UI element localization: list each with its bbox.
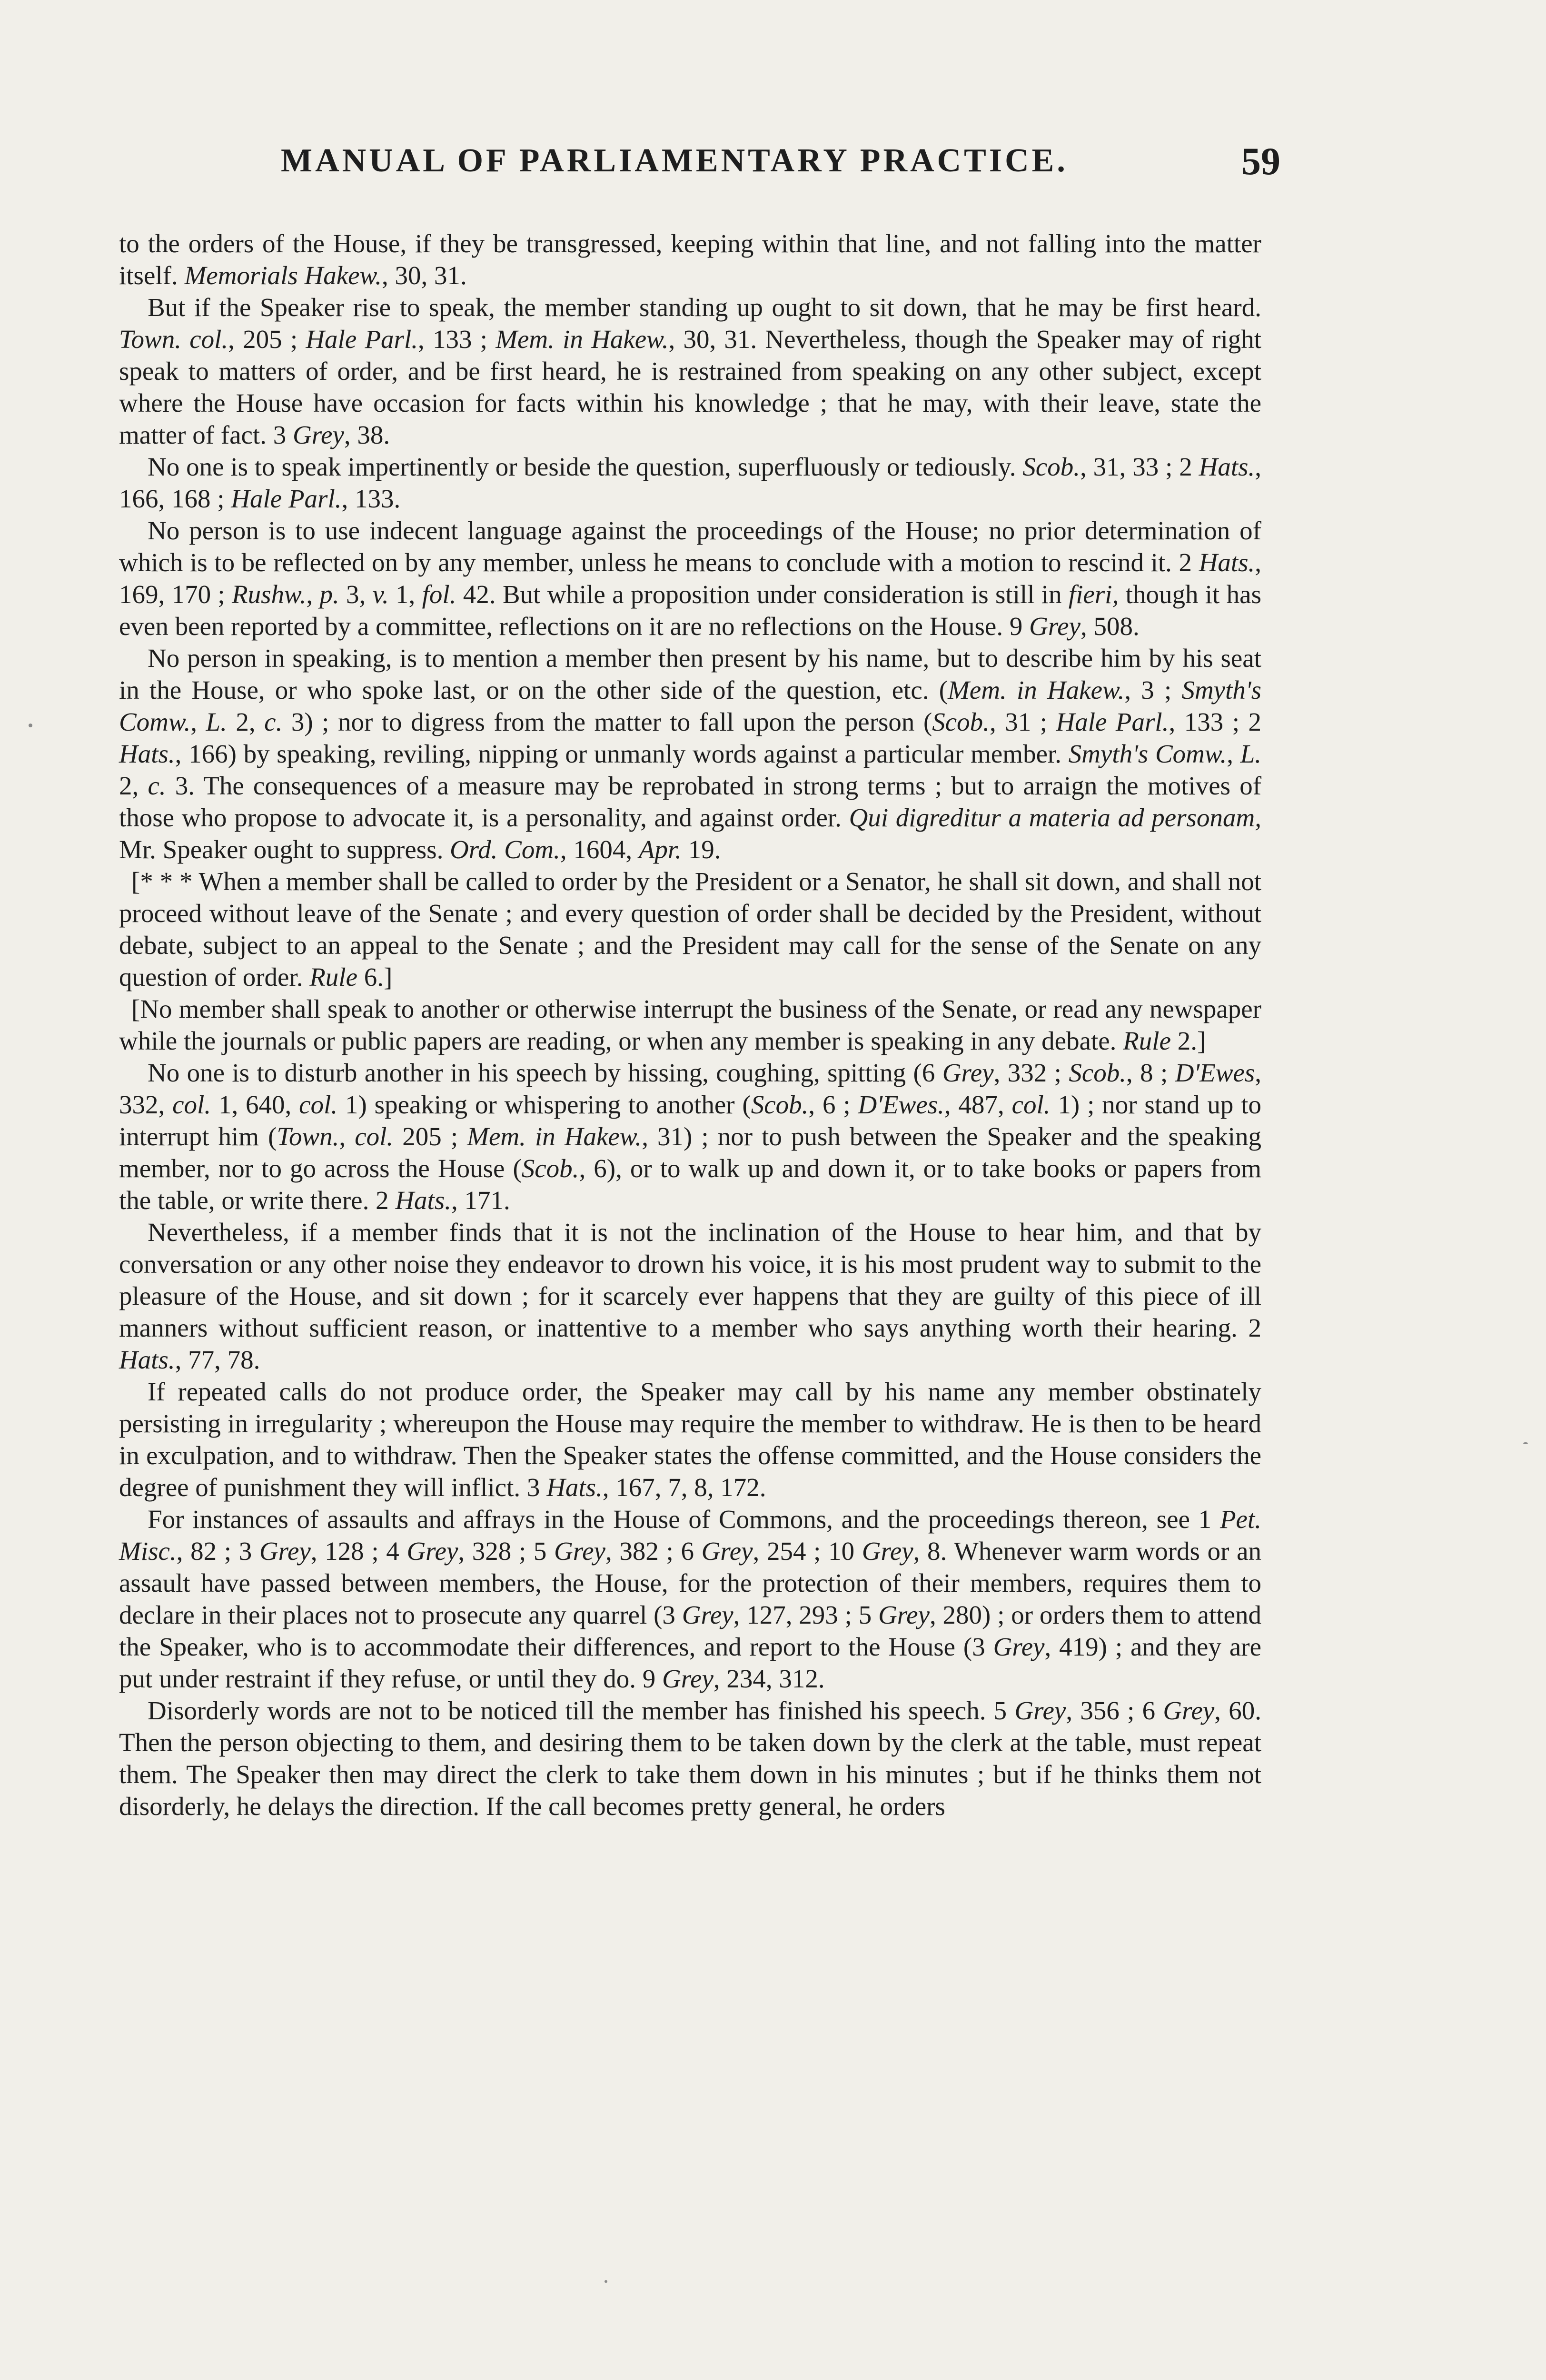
citation: Rule <box>1123 1026 1171 1055</box>
citation: fol. <box>422 580 456 609</box>
paragraph-text: , 6), or to walk up and down it, or to take books or papers from the table, or write there. 2 <box>119 1154 1261 1215</box>
paragraph-p5 <box>119 642 1261 865</box>
paragraph-text: , 205 ; <box>228 325 306 354</box>
citation: Grey <box>259 1537 311 1566</box>
paragraph-text: , 30, 31. <box>381 261 467 290</box>
citation: L. <box>206 707 227 736</box>
citation: Hats. <box>395 1186 451 1215</box>
paragraph-text: , 419) ; and they are put under restraint if they refuse, or until they do. 9 <box>119 1632 1261 1693</box>
scan-speck <box>29 724 32 727</box>
paragraph-text: , 254 ; 10 <box>753 1537 862 1566</box>
citation: Grey <box>406 1537 458 1566</box>
scan-speck <box>1523 1442 1528 1444</box>
citation: Hats. <box>119 739 175 768</box>
paragraph-text: 2, <box>227 707 265 736</box>
citation: Town. col. <box>119 325 228 354</box>
paragraph-text: , 77, 78. <box>175 1345 260 1374</box>
citation: Hats. <box>1199 452 1255 481</box>
paragraph-text: , 127, 293 ; 5 <box>733 1600 879 1629</box>
paragraph-text: , 3 ; <box>1124 675 1182 704</box>
citation: Scob. <box>751 1090 809 1119</box>
paragraph-text: , 133. <box>341 484 401 513</box>
running-head: MANUAL OF PARLIAMENTARY PRACTICE. <box>281 142 1068 179</box>
citation: Smyth's Comw. <box>1068 739 1227 768</box>
paragraph-text: 1, 640, <box>211 1090 299 1119</box>
paragraph-text: No one is to disturb another in his speech by hissing, coughing, spitting (6 <box>148 1058 942 1087</box>
paragraph-text: , <box>306 580 320 609</box>
paragraph-text: 3) ; nor to digress from the matter to fall upon the person ( <box>282 707 932 736</box>
paragraph-text: 1) ; nor stand up to interrupt him ( <box>119 1090 1262 1151</box>
paragraph-p2 <box>119 291 1261 451</box>
paragraph-text: , 1604, <box>560 835 639 864</box>
citation: Grey <box>878 1600 930 1629</box>
citation: Apr. <box>638 835 682 864</box>
scan-speck <box>605 2280 607 2283</box>
citation: Hale Parl. <box>306 325 418 354</box>
citation: fieri, <box>1068 580 1119 609</box>
paragraph-text: But if the Speaker rise to speak, the member standing up ought to sit down, that he may be first heard. <box>148 293 1261 322</box>
paragraph-text: Nevertheless, if a member finds that it is not the inclination of the House to hear him, and that by conversation or any other noise they endeavor to drown his voice, it is his most prudent way to submit to the pleasure of the House, and sit down ; for it scarcely ever happens that they are guilty of this piece of ill manners without sufficient reason, or inattentive to a member who says anything worth their hearing. 2 <box>119 1218 1261 1342</box>
citation: Grey <box>292 420 344 449</box>
citation: c. <box>148 771 166 800</box>
citation: Scob. <box>1069 1058 1126 1087</box>
paragraph-text: 1) speaking or whispering to another ( <box>337 1090 751 1119</box>
paragraph-text: , 133 ; 2 <box>1169 707 1262 736</box>
paragraph-p3 <box>119 451 1261 515</box>
citation: Grey <box>662 1664 714 1693</box>
citation: Rule <box>309 962 357 992</box>
citation: Hale Parl. <box>231 484 342 513</box>
citation: Mem. in Hakew. <box>496 325 669 354</box>
paragraph-text: , 128 ; 4 <box>310 1537 407 1566</box>
paragraph-text: , 60. Then the person objecting to them, and desiring them to be taken down by the clerk at the table, must repeat them. The Speaker then may direct the clerk to take them down in his minutes ; but if he thinks them not disorderly, he delays the direction. If the call becomes pretty general, he orders <box>119 1696 1262 1821</box>
paragraph-text: , 31 ; <box>989 707 1056 736</box>
citation: col. <box>355 1122 394 1151</box>
paragraph-text: No one is to speak impertinently or beside the question, superfluously or tediously. <box>148 452 1023 481</box>
paragraph-text: , 234, 312. <box>713 1664 825 1693</box>
paragraph-text: 2, <box>119 771 148 800</box>
paragraph-text: Mr. Speaker ought to suppress. <box>119 835 450 864</box>
citation: Hats. <box>1199 548 1255 577</box>
paragraph-text: If repeated calls do not produce order, the Speaker may call by his name any member obstinately persisting in irregularity ; whereupon the House may require the member to withdraw. He is then to be heard in exculpation, and to withdraw. Then the Speaker states the offense committed, and the House considers the degree of punishment they will inflict. 3 <box>119 1377 1261 1502</box>
paragraph-text: , 6 ; <box>808 1090 858 1119</box>
citation: Grey <box>862 1537 913 1566</box>
paragraph-text: , 31) ; nor to push between the Speaker and the speaking member, nor to go across the House ( <box>119 1122 1261 1183</box>
citation: Hale Parl. <box>1056 707 1169 736</box>
citation: Grey <box>554 1537 605 1566</box>
paragraph-text: , 82 ; 3 <box>176 1537 259 1566</box>
paragraph-text: , 166, 168 ; <box>119 452 1261 513</box>
page-number: 59 <box>1241 139 1280 183</box>
paragraph-p8 <box>119 1057 1261 1216</box>
citation: v. <box>372 580 389 609</box>
citation: Scob. <box>932 707 990 736</box>
paragraph-text: though it has even been reported by a committee, reflections on it are no reflections on the House. 9 <box>119 580 1261 641</box>
paragraph-text: 205 ; <box>393 1122 467 1151</box>
paragraph-text: Disorderly words are not to be noticed till the member has finished his speech. 5 <box>148 1696 1015 1725</box>
paragraph-text: , 31, 33 ; 2 <box>1080 452 1199 481</box>
paragraph-text: 1, <box>388 580 422 609</box>
paragraph-text: , 167, 7, 8, 172. <box>602 1473 766 1502</box>
body-text <box>119 228 1261 1822</box>
paragraph-p4 <box>119 515 1261 642</box>
paragraph-text: , 8. Whenever warm words or an assault have passed between members, the House, for the protection of their members, requires them to declare in their places not to prosecute any quarrel (3 <box>119 1537 1261 1629</box>
paragraph-text: , <box>1227 739 1240 768</box>
paragraph-text: For instances of assaults and affrays in the House of Commons, and the proceedings thereon, see 1 <box>148 1505 1220 1534</box>
paragraph-text: [* * * When a member shall be called to order by the President or a Senator, he shall sit down, and shall not proceed without leave of the Senate ; and every question of order shall be decided by the President, without debate, subject to an appeal to the Senate ; and the President may call for the sense of the Senate on any question of order. <box>119 867 1261 992</box>
citation: D'Ewes <box>1175 1058 1255 1087</box>
citation: col. <box>172 1090 211 1119</box>
paragraph-text: , 169, 170 ; <box>119 548 1261 609</box>
paragraph-text: , 8 ; <box>1126 1058 1175 1087</box>
paragraph-p12 <box>119 1695 1261 1822</box>
paragraph-text: , <box>339 1122 355 1151</box>
paragraph-text: No person in speaking, is to mention a member then present by his name, but to describe him by his seat in the House, or who spoke last, or on the other side of the question, etc. ( <box>119 644 1261 704</box>
paragraph-text: , 166) by speaking, reviling, nipping or unmanly words against a particular member. <box>175 739 1069 768</box>
citation: Grey <box>682 1600 733 1629</box>
paragraph-text: , 38. <box>344 420 390 449</box>
citation: D'Ewes. <box>858 1090 944 1119</box>
citation: Mem. in Hakew. <box>467 1122 642 1151</box>
citation: col. <box>1011 1090 1050 1119</box>
page-header <box>119 139 1280 194</box>
paragraph-text: 3, <box>339 580 373 609</box>
citation: Grey <box>1163 1696 1215 1725</box>
paragraph-text: 19. <box>681 835 721 864</box>
citation: Town. <box>277 1122 339 1151</box>
citation: Hats. <box>546 1473 603 1502</box>
citation: Qui digreditur a materia ad personam, <box>849 803 1261 832</box>
paragraph-text: 2.] <box>1170 1026 1206 1055</box>
citation: Rushw. <box>232 580 307 609</box>
citation: Scob. <box>521 1154 579 1183</box>
paragraph-text: , 133 ; <box>418 325 496 354</box>
paragraph-p6 <box>119 865 1261 993</box>
citation: Grey <box>1029 612 1080 641</box>
paragraph-text: [No member shall speak to another or otherwise interrupt the business of the Senate, or read any newspaper while the journals or public papers are reading, or when any member is speaking in any debate. <box>119 994 1261 1055</box>
citation: c. <box>264 707 283 736</box>
citation: Pet. Misc. <box>119 1505 1261 1566</box>
citation: Ord. Com. <box>450 835 560 864</box>
paragraph-p1 <box>119 228 1261 291</box>
paragraph-p10 <box>119 1376 1261 1503</box>
citation: col. <box>299 1090 338 1119</box>
paragraph-text: 6.] <box>357 962 393 992</box>
citation: Memorials Hakew. <box>184 261 382 290</box>
citation: Hats. <box>119 1345 175 1374</box>
citation: Scob. <box>1022 452 1080 481</box>
paragraph-text: , 487, <box>944 1090 1012 1119</box>
citation: Grey <box>993 1632 1045 1661</box>
paragraph-text: to the orders of the House, if they be transgressed, keeping within that line, and not falling into the matter itself. <box>119 229 1261 290</box>
citation: p. <box>319 580 339 609</box>
paragraph-text: , 280) ; or orders them to attend the Speaker, who is to accommodate their differences, and report to the House (3 <box>119 1600 1262 1661</box>
citation: Grey <box>1014 1696 1066 1725</box>
paragraph-text: , 508. <box>1080 612 1140 641</box>
paragraph-text: , 332 ; <box>993 1058 1069 1087</box>
paragraph-text: , 30, 31. Nevertheless, though the Speaker may of right speak to matters of order, and be first heard, he is restrained from speaking on any other subject, except where the House have occasion for facts within his knowledge ; that he may, with their leave, state the matter of fact. 3 <box>119 325 1262 449</box>
paragraph-text: 42. But while a proposition under consideration is still in <box>456 580 1069 609</box>
citation: Grey <box>701 1537 753 1566</box>
citation: Grey <box>942 1058 994 1087</box>
paragraph-text: , 382 ; 6 <box>605 1537 702 1566</box>
paragraph-text: , <box>190 707 206 736</box>
paragraph-text: , 332, <box>119 1058 1262 1119</box>
paragraph-p11 <box>119 1503 1261 1695</box>
paragraph-p7 <box>119 993 1261 1057</box>
paragraph-text: , 171. <box>451 1186 510 1215</box>
paragraph-text: , 356 ; 6 <box>1066 1696 1163 1725</box>
paragraph-p9 <box>119 1216 1261 1376</box>
citation: Smyth's Comw. <box>119 675 1262 736</box>
citation: Mem. in Hakew. <box>948 675 1125 704</box>
paragraph-text: 3. The consequences of a measure may be reprobated in strong terms ; but to arraign the motives of those who propose to advocate it, is a personality, and against order. <box>119 771 1262 832</box>
paragraph-text: No person is to use indecent language against the proceedings of the House; no prior determination of which is to be reflected on by any member, unless he means to conclude with a motion to rescind it. 2 <box>119 516 1261 577</box>
citation: L. <box>1240 739 1261 768</box>
paragraph-text: , 328 ; 5 <box>458 1537 555 1566</box>
